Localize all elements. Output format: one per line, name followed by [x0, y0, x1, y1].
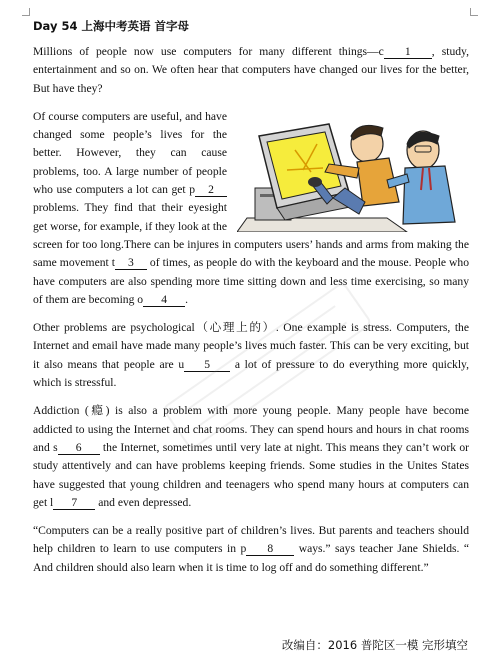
source-footer: 改编自：2016 普陀区一模 完形填空 — [281, 638, 468, 652]
paragraph-1 — [33, 43, 469, 98]
text-segment: Addiction (瘾) is also a problem with more young people. Many people have become addicted to using the Internet and chat rooms. They can spend hours and hours in chat rooms and s — [33, 404, 469, 454]
blank-8: 8 — [246, 543, 294, 556]
paragraph-3 — [33, 319, 469, 392]
paragraph-4 — [33, 402, 469, 512]
text-segment: . — [185, 292, 189, 306]
computer-frustration-illustration — [237, 110, 469, 232]
text-segment: the Internet, sometimes until very late at night. This means they can’t work or study attentively and can have problems keeping friends. Some studies in the Unites States have suggested that young children and teenagers who spend many hours at computers can get l — [33, 440, 469, 509]
blank-4: 4 — [143, 294, 185, 307]
blank-3: 3 — [115, 257, 147, 270]
paragraph-5 — [33, 522, 469, 577]
text-segment: , study, entertainment and so on. We often hear that computers have changed our lives for the better, But have they? — [33, 45, 469, 95]
text-segment: problems. They find that their eyesight get worse, for example, if they look at the screen for too long.There can be injures in computers users’ hands and arms from making the same movement t — [33, 201, 469, 270]
page-corner-mark-left — [22, 8, 30, 16]
text-segment: “Computers can be a really positive part of children’s lives. But parents and teachers should help children to learn to use computers in p — [33, 524, 469, 556]
document-title: Day 54 上海中考英语 首字母 — [33, 19, 189, 33]
blank-6: 6 — [58, 442, 100, 455]
page-corner-mark-right — [470, 8, 478, 16]
blank-1: 1 — [384, 46, 432, 59]
text-segment: Millions of people now use computers for many different things—c — [33, 45, 384, 58]
text-segment: of times, as people do with the keyboard and the mouse. People who have computers are also spending more time sitting down and less time exercising, so many of them are becoming o — [33, 256, 470, 306]
blank-5: 5 — [184, 359, 230, 372]
text-segment: a lot of pressure to do everything more quickly, which is stressful. — [33, 357, 469, 390]
blank-2: 2 — [195, 184, 227, 197]
text-segment: Other problems are psychological（心理上的）. One example is stress. Computers, the Internet and email have made many people’s lives much faster. This can be very exciting, but it also means that people are u — [33, 321, 469, 371]
blank-7: 7 — [53, 497, 95, 510]
text-segment: and even depressed. — [95, 495, 192, 509]
text-segment: ways.” says teacher Jane Shields. “ And children should also learn when it is time to log off and do something different.” — [33, 542, 470, 574]
document-page — [33, 18, 469, 587]
illustration-figure — [237, 110, 469, 232]
paragraph-2 — [33, 108, 469, 309]
text-segment: Of course computers are useful, and have changed some people’s lives for the better. However, they can cause problems, too. A large number of people who use computers a lot can get p — [33, 109, 227, 197]
